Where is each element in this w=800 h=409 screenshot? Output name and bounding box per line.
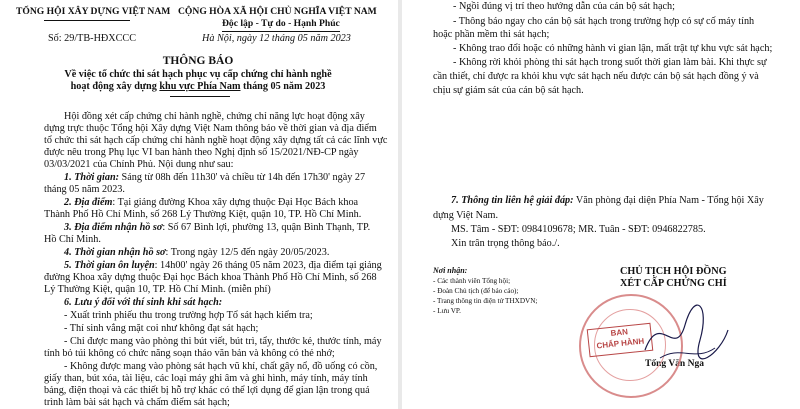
signature-title-1: CHỦ TỊCH HỘI ĐỒNG bbox=[620, 266, 727, 277]
rule-line: - Không rời khỏi phòng thi sát hạch trong suốt thời gian làm bài. Khi thực sự bbox=[453, 57, 767, 68]
section-4-text: : Trong ngày 12/5 đến ngày 20/05/2023. bbox=[165, 247, 330, 258]
note-line: - Chỉ được mang vào phòng thi bút viết, bút trì, tẩy, thước kẻ, thước tính, máy bbox=[64, 336, 382, 347]
section-5-cont: Lý Thường Kiệt, quận 10, TP. Hồ Chí Minh. (miễn phí) bbox=[44, 284, 271, 295]
subtitle-post: tháng 05 năm 2023 bbox=[240, 81, 326, 92]
subtitle-region: khu vực Phía Nam bbox=[159, 81, 241, 92]
page-divider bbox=[398, 0, 402, 409]
recipient-item: - Đoàn Chủ tịch (để báo cáo); bbox=[433, 287, 519, 295]
rule-line: chịu sự giám sát của cán bộ sát hạch. bbox=[433, 85, 584, 96]
section-2-cont: Thành Phố Hồ Chí Minh, số 268 Lý Thường Kiệt, quận 10, TP. Hồ Chí Minh. bbox=[44, 209, 362, 220]
section-5-label: 5. Thời gian ôn luyện bbox=[64, 260, 155, 271]
header-underline-left bbox=[44, 20, 130, 21]
rule-line: hoặc phần mềm thi sát hạch; bbox=[433, 29, 550, 40]
doc-number: Số: 29/TB-HĐXCCC bbox=[48, 33, 137, 44]
signature-icon bbox=[640, 300, 730, 370]
country-name: CỘNG HÒA XÃ HỘI CHỦ NGHĨA VIỆT NAM bbox=[178, 6, 377, 17]
section-3-text: : Số 67 Bình lợi, phường 13, quận Bình Thạnh, TP. bbox=[162, 222, 371, 233]
subtitle-line1: Về việc tổ chức thi sát hạch phục vụ cấp chứng chỉ hành nghề bbox=[64, 69, 332, 80]
section-3-cont: Hồ Chí Minh. bbox=[44, 234, 101, 245]
note-line: giấy than, bút xóa, tài liệu, các loại máy ghi âm và ghi hình, máy tính, máy tính bbox=[44, 373, 368, 384]
section-7-cont: dựng Việt Nam. bbox=[433, 210, 498, 221]
place-date: Hà Nội, ngày 12 tháng 05 năm 2023 bbox=[202, 33, 351, 44]
stamp-text-2: CHẤP HÀNH bbox=[596, 336, 645, 351]
note-line: bảng, điện thoại và các thiết bị hỗ trợ khác có thể lợi dụng để gian lận trong quá bbox=[44, 385, 370, 396]
section-1-label: 1. Thời gian: bbox=[64, 172, 119, 183]
title-underline bbox=[170, 96, 230, 97]
rule-line: - Không trao đổi hoặc có những hành vi gian lận, mất trật tự khu vực sát hạch; bbox=[453, 43, 773, 54]
recipient-item: - Trang thông tin điện tử THXDVN; bbox=[433, 297, 538, 305]
intro-line: được nêu trong Phụ lục VI ban hành theo Nghị định số 15/2021/NĐ-CP ngày bbox=[44, 147, 359, 158]
signer-name: Tống Văn Nga bbox=[645, 359, 704, 369]
motto: Độc lập - Tự do - Hạnh Phúc bbox=[222, 18, 340, 29]
section-7 bbox=[451, 195, 764, 207]
section-7-label: 7. Thông tin liên hệ giải đáp: bbox=[451, 195, 574, 206]
note-line: tính bỏ túi không có chức năng soạn thảo văn bản và không có thẻ nhớ; bbox=[44, 348, 335, 359]
closing: Xin trân trọng thông báo./. bbox=[451, 238, 560, 249]
recipients-title: Nơi nhận: bbox=[433, 266, 468, 275]
org-name: TỔNG HỘI XÂY DỰNG VIỆT NAM bbox=[16, 6, 171, 17]
rule-line: cần thiết, chỉ được ra khỏi khu vực sát hạch nếu được cán bộ sát hạch đồng ý và bbox=[433, 71, 759, 82]
note-line: - Không được mang vào phòng sát hạch vũ khí, chất gây nổ, đồ uống có cồn, bbox=[64, 361, 378, 372]
section-5-cont: đường Khoa xây dựng thuộc Đại học Bách khoa Thành Phố Hồ Chí Minh, số 268 bbox=[44, 272, 377, 283]
intro-line: 03/03/2021 của Chính Phủ. Nội dung như sau: bbox=[44, 159, 234, 170]
section-4-label: 4. Thời gian nhận hồ sơ bbox=[64, 247, 166, 258]
section-2 bbox=[64, 197, 358, 209]
recipient-item: - Lưu VP. bbox=[433, 307, 461, 315]
note-line: - Thí sinh vắng mặt coi như không đạt sát hạch; bbox=[64, 323, 259, 334]
section-3-label: 3. Địa điểm nhận hồ sơ bbox=[64, 222, 163, 233]
page-title: THÔNG BÁO bbox=[162, 55, 234, 67]
section-2-text: : Tại giảng đường Khoa xây dựng thuộc Đại Học Bách khoa bbox=[112, 197, 359, 208]
header-underline-right bbox=[222, 31, 340, 32]
subtitle-line2 bbox=[0, 81, 396, 93]
section-7-text: Văn phòng đại diện Phía Nam - Tổng hội Xây bbox=[573, 195, 764, 206]
note-line: - Xuất trình phiếu thu trong trường hợp Tổ sát hạch kiểm tra; bbox=[64, 310, 313, 321]
note-line: trình làm bài sát hạch và chấm điểm sát hạch; bbox=[44, 397, 230, 408]
stamp-text-1: BAN bbox=[610, 327, 629, 338]
section-1-text: Sáng từ 08h đến 11h30' và chiều từ 14h đến 17h30' ngày 27 bbox=[119, 172, 366, 183]
section-5 bbox=[64, 260, 382, 272]
section-6-label: 6. Lưu ý đối với thí sinh khi sát hạch: bbox=[64, 297, 223, 308]
section-3 bbox=[64, 222, 370, 234]
intro-line: dựng trực thuộc Tổng hội Xây dựng Việt Nam thông báo về thời gian và địa điểm bbox=[44, 123, 377, 134]
section-1-cont: tháng 05 năm 2023. bbox=[44, 184, 125, 195]
left-page bbox=[0, 0, 396, 409]
intro-line: tổ chức thi sát hạch cấp chứng chỉ hành nghề hoạt động xây dựng tất cả các lĩnh vực bbox=[44, 135, 388, 146]
intro-line: Hội đồng xét cấp chứng chỉ hành nghề, chứng chỉ năng lực hoạt động xây bbox=[64, 111, 365, 122]
section-1 bbox=[64, 172, 365, 184]
section-2-label: 2. Địa điểm bbox=[64, 197, 113, 208]
rule-line: - Thông báo ngay cho cán bộ sát hạch trong trường hợp có sự cố máy tính bbox=[453, 16, 755, 27]
section-5-text: : 14h00' ngày 26 tháng 05 năm 2023, địa điểm tại giảng bbox=[154, 260, 382, 271]
contacts: MS. Tâm - SĐT: 0984109678; MR. Tuân - SĐT: 0946822785. bbox=[451, 224, 706, 235]
subtitle-pre: hoạt động xây dựng bbox=[70, 81, 160, 92]
recipient-item: - Các thành viên Tổng hội; bbox=[433, 277, 511, 285]
section-4 bbox=[64, 247, 329, 259]
signature-title-2: XÉT CẤP CHỨNG CHỈ bbox=[620, 278, 727, 289]
rule-line: - Ngồi đúng vị trí theo hướng dẫn của cán bộ sát hạch; bbox=[453, 1, 675, 12]
